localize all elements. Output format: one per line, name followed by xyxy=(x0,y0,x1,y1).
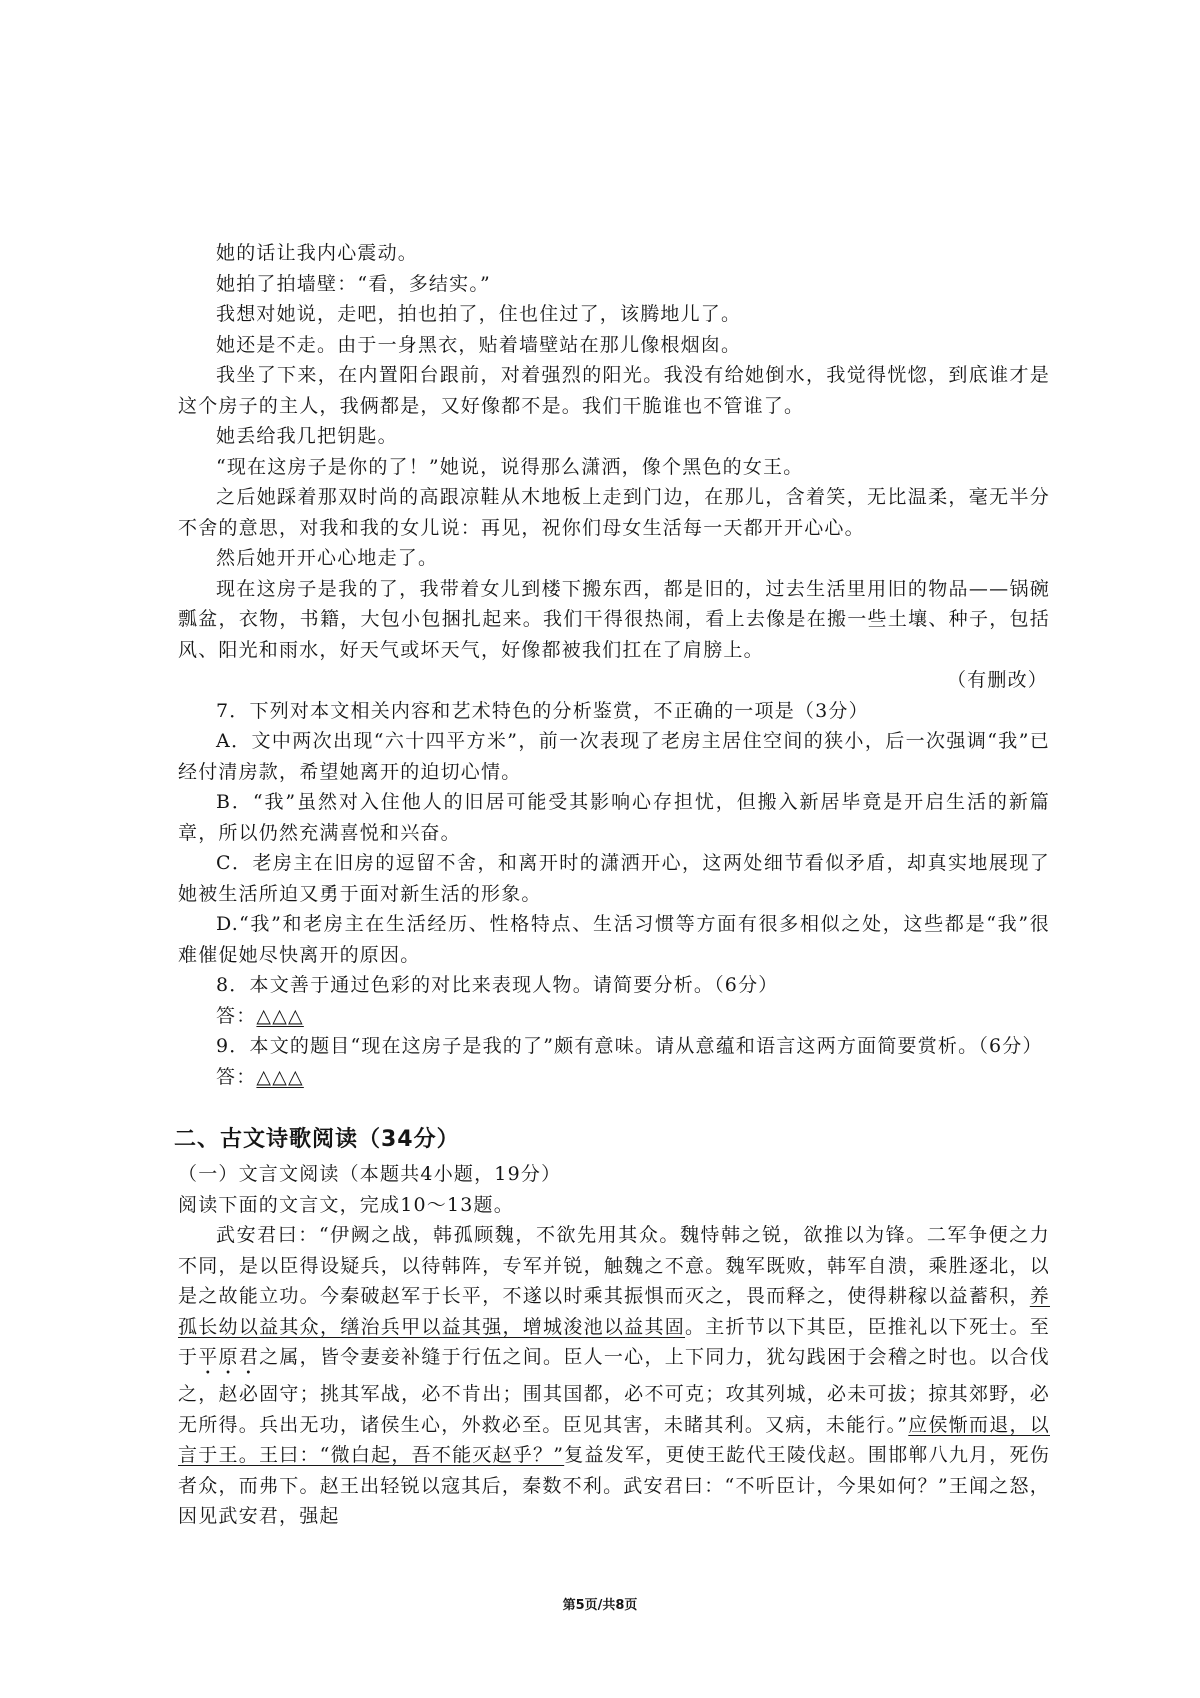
question-7-option-b: B．“我”虽然对入住他人的旧居可能受其影响心存担忧，但搬入新居毕竟是开启生活的新篇章，所以仍然充满喜悦和兴奋。 xyxy=(178,791,1050,844)
answer-label: 答： xyxy=(216,1004,257,1027)
story-paragraph-1: 她的话让我内心震动。 xyxy=(216,242,419,264)
question-8-answer xyxy=(178,1001,1050,1032)
story-paragraph-4: 她还是不走。由于一身黑衣，贴着墙壁站在那儿像根烟囱。 xyxy=(216,333,742,356)
section-title: 二、古文诗歌阅读（34分） xyxy=(174,1127,460,1152)
question-7-option-c: C．老房主在旧房的逗留不舍，和离开时的潇洒开心，这两处细节看似矛盾，却真实地展现了她被生活所迫又勇于面对新生活的形象。 xyxy=(178,852,1050,905)
dotted-term: 平原君 xyxy=(198,1346,260,1368)
passage-text: 复益发军，更使王龁代王陵伐赵。围邯郸八九月，死伤者众，而弗下。赵王出轻锐以寇其后，秦数不利。武安君曰：“不听臣计，今果如何？”王闻之怒，因见武安君，强起 xyxy=(178,1444,1050,1527)
story-paragraph-3: 我想对她说，走吧，拍也拍了，住也住过了，该腾地儿了。 xyxy=(216,303,742,325)
story-paragraph-10: 现在这房子是我的了，我带着女儿到楼下搬东西，都是旧的，过去生活里用旧的物品——锅碗瓢盆，衣物，书籍，大包小包捆扎起来。我们干得很热闹，看上去像是在搬一些土壤、种子，包括风、阳光和雨水，好天气或坏天气，好像都被我们扛在了肩膀上。 xyxy=(178,577,1050,661)
question-9: 9．本文的题目“现在这房子是我的了”颇有意味。请从意蕴和语言这两方面简要赏析。（6分） xyxy=(216,1035,1043,1057)
question-8: 8．本文善于通过色彩的对比来表现人物。请简要分析。（6分） xyxy=(216,974,779,996)
reading-instruction: 阅读下面的文言文，完成10～13题。 xyxy=(178,1193,514,1216)
page-number: 第5页/共8页 xyxy=(562,1598,638,1613)
story-paragraph-6: 她丢给我几把钥匙。 xyxy=(216,425,398,447)
question-7: 7．下列对本文相关内容和艺术特色的分析鉴赏，不正确的一项是（3分） xyxy=(216,699,869,722)
passage-text: 。主折节以下其臣，臣推礼以下死士。至于 xyxy=(178,1315,1050,1368)
story-paragraph-5: 我坐了下来，在内置阳台跟前，对着强烈的阳光。我没有给她倒水，我觉得恍惚，到底谁才是这个房子的主人，我俩都是，又好像都不是。我们干脆谁也不管谁了。 xyxy=(178,364,1050,417)
passage-text: 武安君曰：“伊阙之战，韩孤顾魏，不欲先用其众。魏恃韩之锐，欲推以为锋。二军争便之力不同，是以臣得设疑兵，以待韩阵，专军并锐，触魏之不意。魏军既败，韩军自溃，乘胜逐北，以是之故能立功。今秦破赵军于长平，不遂以时乘其振惧而灭之，畏而释之，使得耕稼以益蓄积， xyxy=(178,1224,1050,1307)
underlined-sentence-1: 养孤长幼以益其众，缮治兵甲以益其强，增城浚池以益其固 xyxy=(178,1285,1050,1338)
subsection-title: （一）文言文阅读（本题共4小题，19分） xyxy=(178,1163,562,1185)
question-7-option-d: D.“我”和老房主在生活经历、性格特点、生活习惯等方面有很多相似之处，这些都是“我”很难催促她尽快离开的原因。 xyxy=(178,913,1050,966)
passage-text: 之属，皆令妻妾补缝于行伍之间。臣人一心，上下同力，犹勾践困于会稽之时也。以合伐之，赵必固守；挑其军战，必不肯出；围其国都，必不可克；攻其列城，必未可拔；掠其郊野，必无所得。兵出无功，诸侯生心，外救必至。臣见其害，未睹其利。又病，未能行。” xyxy=(178,1346,1050,1436)
story-paragraph-9: 然后她开开心心地走了。 xyxy=(216,547,439,569)
question-9-answer xyxy=(178,1062,1050,1093)
abridged-note: （有删改） xyxy=(946,669,1048,691)
answer-blank: △△△ xyxy=(256,1004,304,1027)
answer-label: 答： xyxy=(216,1065,257,1088)
story-paragraph-2: 她拍了拍墙壁：“看，多结实。” xyxy=(216,272,491,295)
classical-passage xyxy=(178,1220,1050,1532)
question-7-option-a: A．文中两次出现“六十四平方米”，前一次表现了老房主居住空间的狭小，后一次强调“我”已经付清房款，希望她离开的迫切心情。 xyxy=(178,730,1050,783)
story-paragraph-7: “现在这房子是你的了！”她说，说得那么潇洒，像个黑色的女王。 xyxy=(216,455,804,478)
answer-blank: △△△ xyxy=(256,1065,304,1088)
story-paragraph-8: 之后她踩着那双时尚的高跟凉鞋从木地板上走到门边，在那儿，含着笑，无比温柔，毫无半分不舍的意思，对我和我的女儿说：再见，祝你们母女生活每一天都开开心心。 xyxy=(178,486,1050,539)
underlined-sentence-2: 应侯惭而退，以言于王。王曰：“微白起，吾不能灭赵乎？” xyxy=(178,1413,1050,1466)
